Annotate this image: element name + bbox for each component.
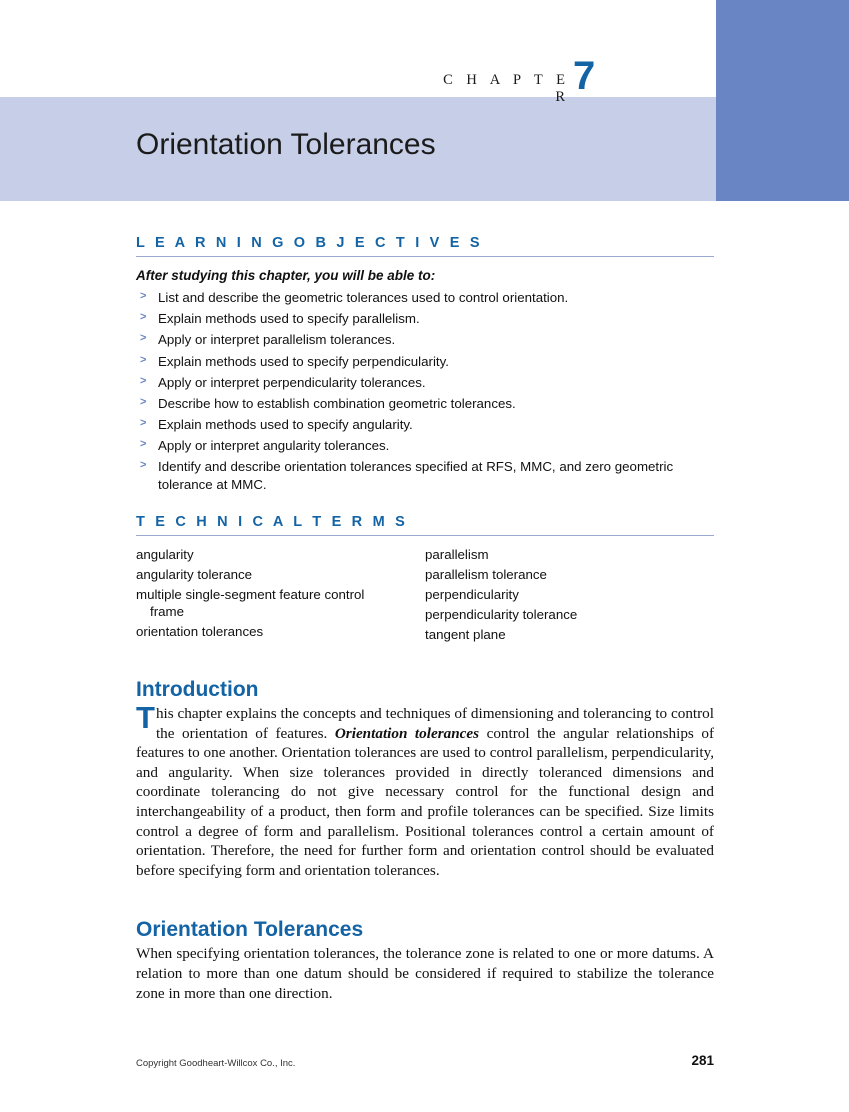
list-item <box>136 395 714 413</box>
chevron-right-icon: > <box>140 438 147 451</box>
list-item <box>136 458 714 493</box>
list-item <box>136 546 425 564</box>
orientation-tolerances-heading: Orientation Tolerances <box>136 918 364 942</box>
chapter-label: C H A P T E R <box>443 72 570 105</box>
chevron-right-icon: > <box>140 417 147 430</box>
list-item <box>136 310 714 328</box>
page-title: Orientation Tolerances <box>136 128 436 161</box>
introduction-heading: Introduction <box>136 677 259 701</box>
list-item <box>136 353 714 371</box>
page-content <box>136 235 714 1003</box>
chevron-right-icon: > <box>140 395 147 408</box>
list-item-label: Explain methods used to specify perpendicularity. <box>158 353 449 369</box>
list-item <box>425 626 714 644</box>
term-label: multiple single-segment feature control <box>136 586 365 602</box>
list-item <box>425 546 714 564</box>
term-label: tangent plane <box>425 626 506 642</box>
chevron-right-icon: > <box>140 311 147 324</box>
list-item <box>425 586 714 604</box>
list-item <box>425 566 714 584</box>
term-label: perpendicularity tolerance <box>425 606 578 622</box>
list-item <box>136 416 714 434</box>
list-item-label: List and describe the geometric tolerances used to control orientation. <box>158 290 569 305</box>
orientation-tolerances-paragraph: When specifying orientation tolerances, the tolerance zone is related to one or more datums. A relation to more than one datum should be considered if required to stabilize the tolerance zone in more than one direction. <box>136 945 714 1002</box>
list-item <box>136 289 714 307</box>
chevron-right-icon: > <box>140 332 147 345</box>
term-label: angularity tolerance <box>136 566 253 582</box>
learning-objectives-list <box>136 289 714 494</box>
term-label: parallelism <box>425 546 489 562</box>
introduction-text-part2: control the angular relationships of features to one another. Orientation tolerances are used to control parallelism, perpendicularity, and angularity. When size tolerances provided in directly toleranced dimensions and coordinate tolerancing do not give necessary control for the functional design and interchangeability of a product, then form and profile tolerances can be specified. Size limits control a degree of form and parallelism. Positional tolerances control a certain amount of orientation. Therefore, the need for further form and orientation control should be evaluated before specifying form and orientation tolerances. <box>136 724 714 879</box>
technical-terms-grid <box>136 546 714 646</box>
term-label: angularity <box>136 546 194 562</box>
footer-page-number: 281 <box>691 1053 714 1068</box>
learning-objectives-lead-in: After studying this chapter, you will be able to: <box>136 268 436 283</box>
term-label: orientation tolerances <box>136 624 264 640</box>
list-item <box>136 331 714 349</box>
term-label-continued: frame <box>150 604 184 620</box>
list-item <box>136 566 425 584</box>
list-item <box>136 586 425 621</box>
introduction-text-part1: his chapter explains the concepts and techniques of dimensioning and tolerancing to control the orientation of features. <box>155 704 714 742</box>
chevron-right-icon: > <box>140 374 147 387</box>
list-item-label: Describe how to establish combination geometric tolerances. <box>158 395 516 411</box>
list-item-label: Identify and describe orientation tolerances specified at RFS, MMC, and zero geometric tolerance at MMC. <box>158 459 674 493</box>
technical-terms-column-left <box>136 546 425 646</box>
list-item-label: Explain methods used to specify angularity. <box>158 417 413 433</box>
list-item-label: Apply or interpret angularity tolerances. <box>158 438 390 454</box>
list-item-label: Apply or interpret parallelism tolerances. <box>158 332 396 348</box>
introduction-emphasis: Orientation tolerances <box>334 724 480 742</box>
drop-cap: T <box>136 699 155 735</box>
chapter-number: 7 <box>573 54 596 98</box>
footer-copyright: Copyright Goodheart-Willcox Co., Inc. <box>136 1058 296 1069</box>
list-item <box>136 623 425 641</box>
header-decorative-block-right <box>716 0 849 201</box>
introduction-paragraph <box>136 699 714 880</box>
list-item <box>425 606 714 624</box>
list-item <box>136 374 714 392</box>
chevron-right-icon: > <box>140 353 147 366</box>
list-item-label: Explain methods used to specify parallelism. <box>158 311 420 327</box>
technical-terms-column-right <box>425 546 714 646</box>
list-item-label: Apply or interpret perpendicularity tolerances. <box>158 374 426 390</box>
term-label: parallelism tolerance <box>425 566 547 582</box>
learning-objectives-heading: L E A R N I N G O B J E C T I V E S <box>136 235 714 257</box>
technical-terms-heading: T E C H N I C A L T E R M S <box>136 514 714 536</box>
list-item <box>136 437 714 455</box>
chevron-right-icon: > <box>140 459 147 472</box>
chevron-right-icon: > <box>140 290 147 302</box>
term-label: perpendicularity <box>425 586 519 602</box>
